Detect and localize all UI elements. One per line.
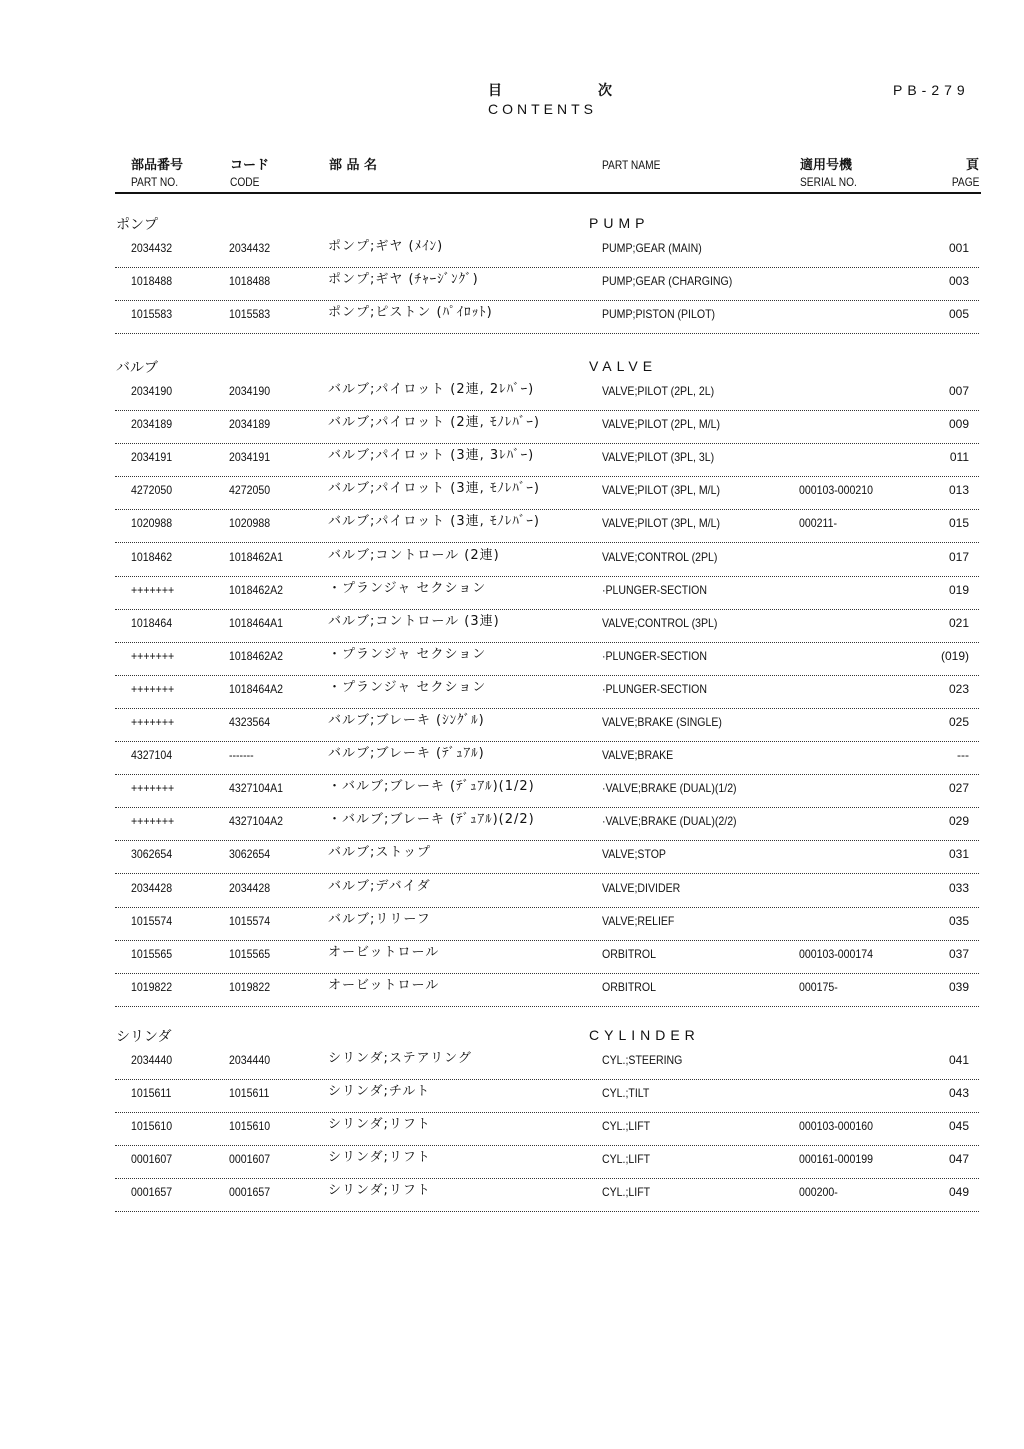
name-jp-cell: バルブ;パイロット (2連, 2ﾚﾊﾞｰ) (328, 382, 535, 397)
col-name-jp: 部 品 名 (329, 158, 378, 173)
code-cell: 4327104A2 (229, 814, 284, 829)
part-name-cell: VALVE;STOP (602, 847, 666, 862)
part-name-cell: VALVE;DIVIDER (602, 880, 681, 895)
part-name-cell: PUMP;GEAR (MAIN) (602, 241, 702, 255)
table-row (115, 675, 979, 709)
page-cell: 013 (948, 483, 969, 498)
part-name-cell: CYL.;LIFT (602, 1119, 651, 1134)
code-cell: 2034191 (229, 450, 271, 465)
part-no-cell: +++++++ (131, 582, 175, 597)
header-rule (115, 192, 981, 194)
name-jp-cell: ポンプ;ピストン (ﾊﾟｲﾛｯﾄ) (328, 305, 493, 321)
page-cell: 039 (948, 979, 969, 994)
page-cell: --- (957, 748, 969, 763)
part-no-cell: 1015583 (131, 307, 173, 322)
page-cell: 021 (948, 615, 969, 630)
code-cell: 1019822 (229, 979, 271, 994)
name-jp-cell: バルブ;リリーフ (328, 911, 431, 927)
name-jp-cell: シリンダ;チルト (328, 1084, 431, 1100)
name-jp-cell: バルブ;コントロール (2連) (328, 547, 500, 563)
part-name-cell: ·PLUNGER-SECTION (602, 648, 708, 663)
part-name-cell: PUMP;GEAR (CHARGING) (602, 274, 733, 289)
name-jp-cell: バルブ;デバイダ (328, 878, 431, 894)
code-cell: 2034190 (229, 384, 271, 398)
name-jp-cell: バルブ;パイロット (3連, ﾓﾉﾚﾊﾞｰ) (328, 481, 540, 497)
part-name-cell: CYL.;LIFT (602, 1152, 651, 1167)
part-name-cell: ·PLUNGER-SECTION (602, 582, 708, 597)
part-name-cell: ·VALVE;BRAKE (DUAL)(1/2) (602, 781, 737, 796)
col-serial-no: 適用号機 SERIAL NO. (800, 158, 857, 189)
table-row (115, 300, 979, 334)
part-no-cell: +++++++ (131, 681, 175, 696)
code-cell: 1018464A1 (229, 615, 284, 630)
part-no-cell: 1020988 (131, 516, 173, 531)
page-cell: 031 (948, 847, 969, 862)
part-no-cell: 2034440 (131, 1053, 173, 1067)
page-cell: 005 (948, 307, 969, 322)
part-name-cell: VALVE;BRAKE (602, 748, 674, 763)
name-jp-cell: ・プランジャ セクション (328, 679, 487, 695)
part-name-cell: CYL.;STEERING (602, 1053, 683, 1067)
page-cell: 045 (948, 1119, 969, 1134)
section-title-en: PUMP (589, 215, 650, 231)
code-cell: 2034440 (229, 1053, 271, 1067)
table-row (115, 410, 979, 444)
section-title-en: CYLINDER (589, 1027, 700, 1043)
serial-no-cell: 000175- (799, 979, 838, 994)
table-row (115, 1178, 979, 1212)
serial-no-cell: 000161-000199 (799, 1152, 874, 1167)
part-no-cell: 1015565 (131, 946, 173, 961)
part-name-cell: VALVE;RELIEF (602, 913, 675, 928)
table-row (115, 708, 979, 742)
page-cell: 003 (948, 274, 969, 289)
table-row (115, 443, 979, 477)
page-cell: (019) (940, 648, 969, 663)
table-row (115, 509, 979, 543)
code-cell: 2034189 (229, 417, 271, 432)
code-cell: 1015610 (229, 1119, 271, 1134)
part-name-cell: VALVE;CONTROL (2PL) (602, 549, 718, 564)
part-no-cell: 1015610 (131, 1119, 173, 1134)
serial-no-cell: 000103-000174 (799, 946, 874, 961)
table-row (115, 267, 979, 301)
section-title-en: VALVE (589, 358, 658, 374)
name-jp-cell: ポンプ;ギヤ (ﾒｲﾝ) (328, 239, 444, 254)
name-jp-cell: シリンダ;リフト (328, 1150, 431, 1166)
code-cell: 1018462A2 (229, 648, 284, 663)
section-title-jp: ポンプ (116, 217, 158, 233)
table-row (115, 1112, 979, 1146)
col-code: コード CODE (230, 158, 270, 189)
part-no-cell: 1018462 (131, 549, 173, 564)
part-name-cell: CYL.;TILT (602, 1086, 650, 1101)
code-cell: 1015611 (229, 1086, 270, 1101)
table-row (115, 1145, 979, 1179)
code-cell: 0001657 (229, 1185, 271, 1200)
name-jp-cell: ・バルブ;ブレーキ (ﾃﾞｭｱﾙ)(1/2) (328, 779, 535, 795)
name-jp-cell: シリンダ;ステアリング (328, 1051, 472, 1066)
part-name-cell: ·PLUNGER-SECTION (602, 681, 708, 696)
part-no-cell: +++++++ (131, 715, 175, 729)
column-headers (0, 157, 1024, 197)
part-name-cell: ORBITROL (602, 979, 656, 994)
name-jp-cell: シリンダ;リフト (328, 1183, 431, 1199)
name-jp-cell: ・プランジャ セクション (328, 646, 487, 662)
code-cell: 1015583 (229, 307, 271, 322)
table-row (115, 973, 979, 1007)
page-cell: 043 (948, 1086, 969, 1101)
title-jp-left: 目 (488, 83, 502, 99)
name-jp-cell: シリンダ;リフト (328, 1117, 431, 1133)
page-cell: 029 (948, 814, 969, 829)
table-row (115, 940, 979, 974)
part-no-cell: 1018464 (131, 615, 173, 630)
table-row (115, 907, 979, 941)
part-no-cell: 2034428 (131, 880, 173, 895)
name-jp-cell: ・バルブ;ブレーキ (ﾃﾞｭｱﾙ)(2/2) (328, 812, 535, 828)
serial-no-cell: 000200- (799, 1185, 838, 1200)
code-cell: 3062654 (229, 847, 271, 862)
page-cell: 019 (948, 582, 969, 597)
col-page: 頁 PAGE (951, 158, 979, 189)
part-name-cell: VALVE;PILOT (3PL, M/L) (602, 516, 720, 531)
code-cell: 1018464A2 (229, 681, 284, 696)
col-part-no: 部品番号 PART NO. (131, 158, 184, 189)
table-row (115, 774, 979, 808)
part-name-cell: ·VALVE;BRAKE (DUAL)(2/2) (602, 814, 737, 829)
name-jp-cell: ・プランジャ セクション (328, 580, 487, 596)
part-no-cell: 1018488 (131, 274, 173, 289)
page-cell: 023 (948, 681, 969, 696)
part-name-cell: VALVE;PILOT (3PL, M/L) (602, 483, 720, 498)
page-cell: 027 (948, 781, 969, 796)
code-cell: 1018462A2 (229, 582, 284, 597)
page-cell: 009 (948, 417, 969, 432)
table-row (115, 1079, 979, 1113)
document-number: PB-279 (893, 82, 970, 98)
code-cell: 2034428 (229, 880, 271, 895)
page-cell: 001 (948, 241, 969, 255)
code-cell: 0001607 (229, 1152, 271, 1167)
part-no-cell: 1019822 (131, 979, 173, 994)
name-jp-cell: バルブ;パイロット (2連, ﾓﾉﾚﾊﾞｰ) (328, 415, 540, 431)
part-no-cell: 4327104 (131, 748, 173, 763)
code-cell: 4327104A1 (229, 781, 284, 796)
part-no-cell: 4272050 (131, 483, 173, 498)
part-no-cell: 2034189 (131, 417, 173, 432)
part-name-cell: ORBITROL (602, 946, 656, 961)
part-name-cell: VALVE;PILOT (2PL, 2L) (602, 384, 715, 398)
code-cell: ------- (229, 748, 254, 763)
code-cell: 1015574 (229, 913, 271, 928)
table-row (115, 234, 979, 268)
page-cell: 041 (948, 1053, 969, 1067)
name-jp-cell: バルブ;パイロット (3連, 3ﾚﾊﾞｰ) (328, 448, 535, 464)
table-row (115, 576, 979, 610)
code-cell: 1020988 (229, 516, 271, 531)
page-cell: 017 (948, 549, 969, 564)
table-row (115, 874, 979, 908)
part-no-cell: 3062654 (131, 847, 173, 862)
table-row (115, 476, 979, 510)
col-part-name: PART NAME (602, 158, 661, 172)
part-no-cell: 2034432 (131, 241, 173, 255)
name-jp-cell: ポンプ;ギヤ (ﾁｬｰｼﾞﾝｸﾞ) (328, 272, 479, 288)
code-cell: 4272050 (229, 483, 271, 498)
page-cell: 025 (948, 715, 969, 729)
page-cell: 015 (948, 516, 969, 531)
table-row (115, 840, 979, 874)
part-no-cell: 1015611 (131, 1086, 172, 1101)
code-cell: 1015565 (229, 946, 271, 961)
page-title-en: CONTENTS (488, 101, 597, 117)
name-jp-cell: バルブ;パイロット (3連, ﾓﾉﾚﾊﾞｰ) (328, 514, 540, 530)
name-jp-cell: バルブ;ブレーキ (ﾃﾞｭｱﾙ) (328, 746, 485, 762)
part-no-cell: 1015574 (131, 913, 173, 928)
table-row (115, 642, 979, 676)
page-cell: 007 (948, 384, 969, 398)
part-name-cell: PUMP;PISTON (PILOT) (602, 307, 716, 322)
code-cell: 1018488 (229, 274, 271, 289)
section-title-jp: バルブ (116, 360, 158, 376)
page-title-jp (488, 80, 612, 100)
part-no-cell: +++++++ (131, 814, 175, 829)
part-no-cell: +++++++ (131, 781, 175, 796)
part-name-cell: VALVE;PILOT (3PL, 3L) (602, 450, 715, 465)
part-name-cell: VALVE;CONTROL (3PL) (602, 615, 718, 630)
serial-no-cell: 000211- (799, 516, 837, 531)
part-no-cell: 0001607 (131, 1152, 173, 1167)
page-cell: 011 (949, 450, 969, 465)
name-jp-cell: バルブ;ストップ (328, 845, 431, 861)
part-no-cell: 0001657 (131, 1185, 173, 1200)
code-cell: 4323564 (229, 715, 271, 729)
name-jp-cell: オービットロール (328, 944, 440, 960)
part-no-cell: 2034190 (131, 384, 173, 398)
section-title-jp: シリンダ (116, 1029, 172, 1045)
serial-no-cell: 000103-000160 (799, 1119, 874, 1134)
serial-no-cell: 000103-000210 (799, 483, 874, 498)
code-cell: 2034432 (229, 241, 271, 255)
part-name-cell: VALVE;PILOT (2PL, M/L) (602, 417, 720, 432)
page-cell: 033 (948, 880, 969, 895)
part-no-cell: +++++++ (131, 648, 175, 663)
table-row (115, 609, 979, 643)
name-jp-cell: オービットロール (328, 977, 440, 993)
table-row (115, 1046, 979, 1080)
code-cell: 1018462A1 (229, 549, 284, 564)
page-cell: 047 (948, 1152, 969, 1167)
name-jp-cell: バルブ;ブレーキ (ｼﾝｸﾞﾙ) (328, 713, 485, 728)
title-jp-right: 次 (598, 83, 612, 99)
page-cell: 037 (948, 946, 969, 961)
page-cell: 035 (948, 913, 969, 928)
table-row (115, 543, 979, 577)
part-no-cell: 2034191 (131, 450, 173, 465)
table-row (115, 377, 979, 411)
name-jp-cell: バルブ;コントロール (3連) (328, 613, 500, 629)
page-cell: 049 (948, 1185, 969, 1200)
part-name-cell: CYL.;LIFT (602, 1185, 651, 1200)
table-row (115, 741, 979, 775)
table-row (115, 807, 979, 841)
part-name-cell: VALVE;BRAKE (SINGLE) (602, 715, 722, 729)
